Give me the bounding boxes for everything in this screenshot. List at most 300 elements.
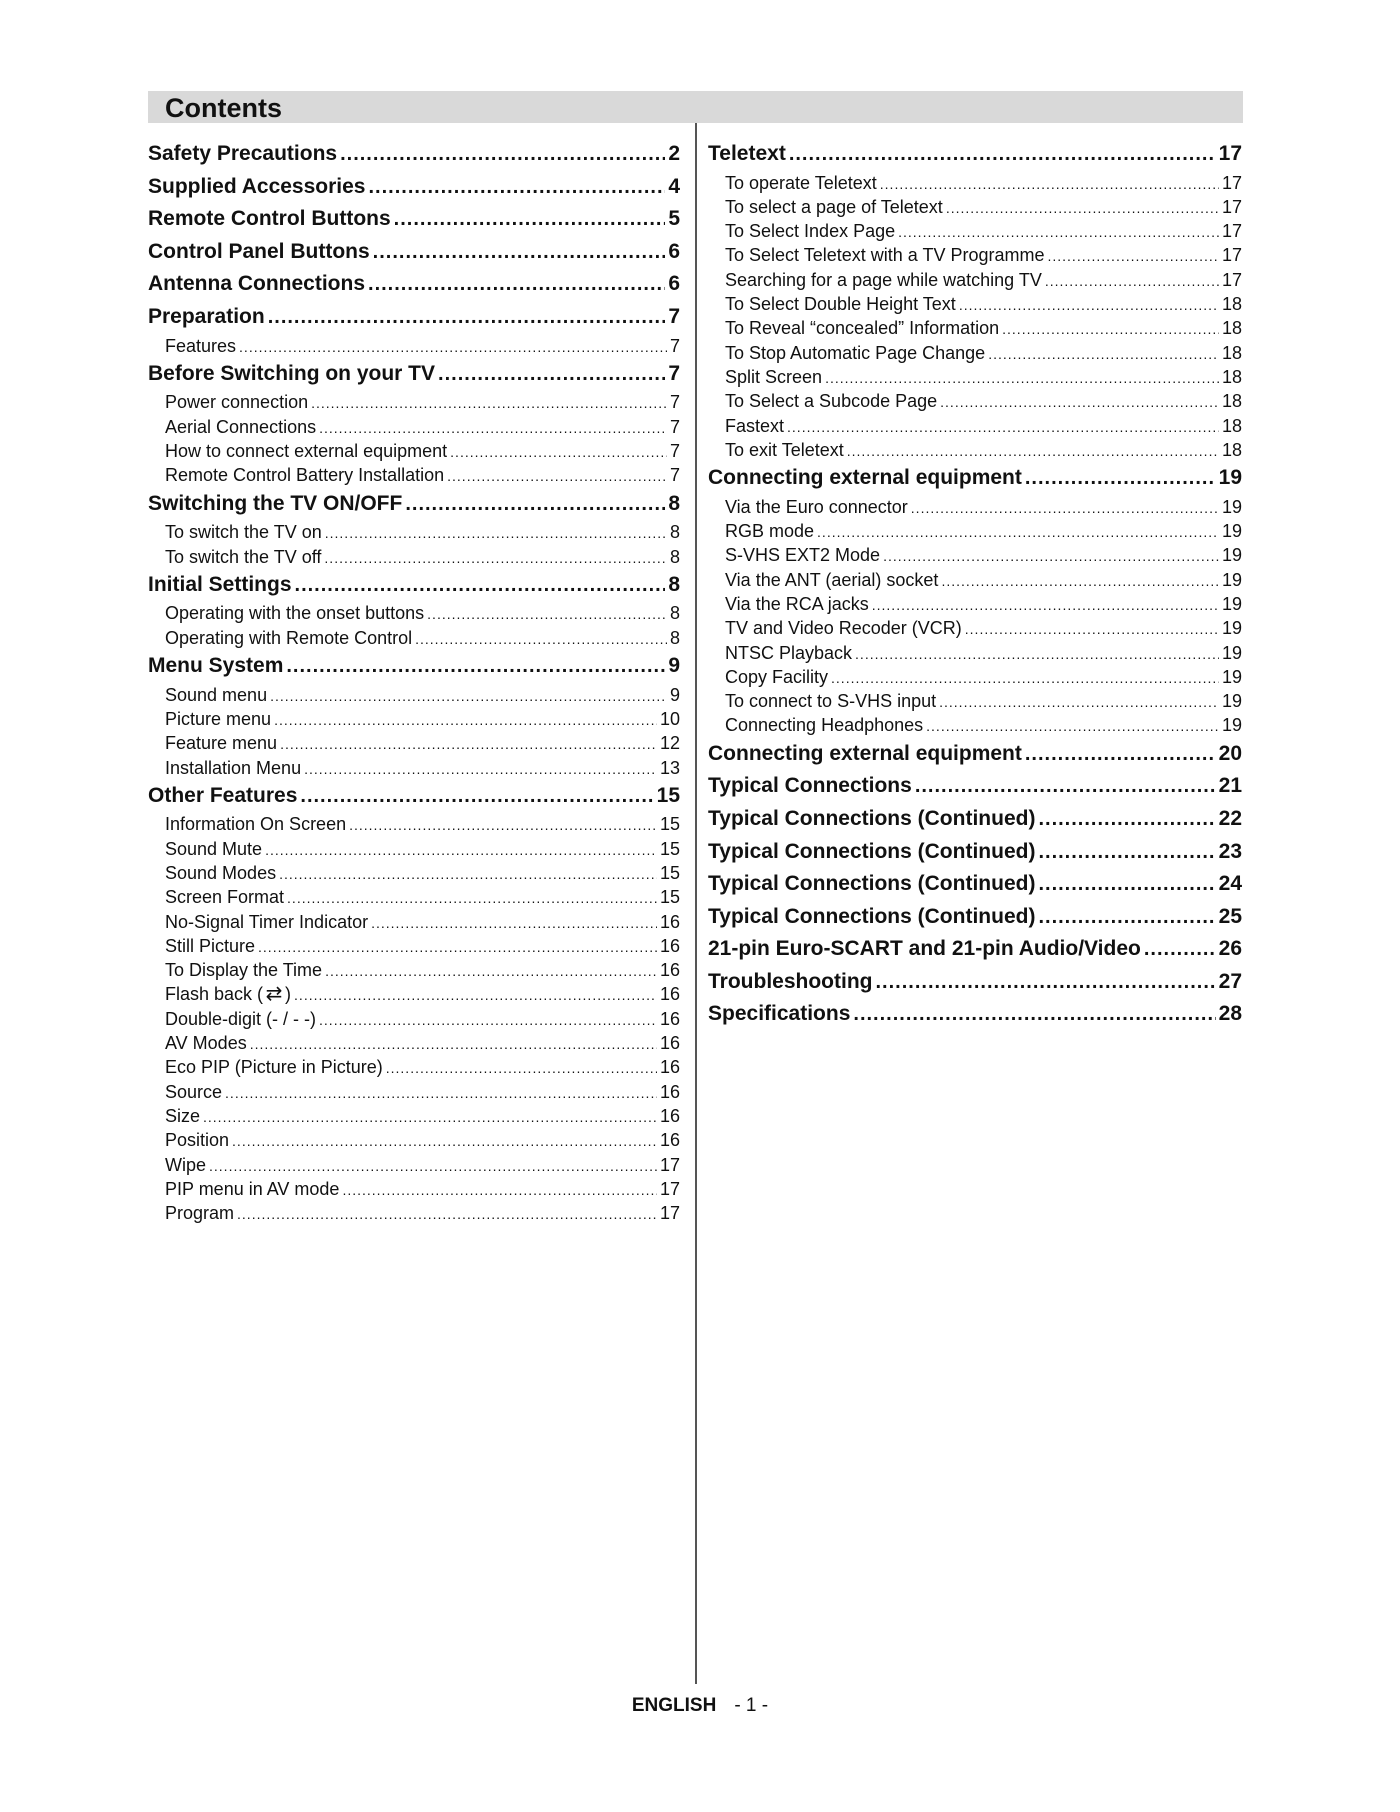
toc-subsection-entry[interactable] [708,665,1242,689]
toc-section-entry[interactable] [708,868,1242,901]
toc-subsection-entry[interactable] [148,390,680,414]
toc-page-number: 5 [668,207,680,231]
toc-subsection-entry[interactable] [148,626,680,650]
toc-subsection-entry[interactable] [148,1177,680,1201]
dot-leader [926,714,1219,738]
toc-entry-label: Typical Connections (Continued) [708,872,1036,896]
toc-page-number: 18 [1221,391,1242,412]
toc-section-entry[interactable] [708,803,1242,836]
toc-page-number: 8 [669,522,680,543]
dot-leader [911,496,1219,520]
dot-leader [946,196,1219,220]
toc-subsection-entry[interactable] [148,1007,680,1031]
dot-leader [415,627,667,651]
toc-entry-label: Menu System [148,654,284,678]
dot-leader [368,268,665,301]
toc-subsection-entry[interactable] [148,885,680,909]
toc-right-column [708,138,1242,1031]
dot-leader [225,1081,657,1105]
toc-subsection-entry[interactable] [148,731,680,755]
toc-entry-label: Control Panel Buttons [148,239,370,263]
toc-entry-label: RGB mode [725,521,815,542]
dot-leader [237,1202,657,1226]
toc-entry-label: To exit Teletext [725,439,844,460]
dot-leader [405,488,665,521]
toc-entry-label: Size [165,1105,201,1126]
toc-entry-label: Source [165,1081,223,1102]
toc-page-number: 15 [656,783,680,807]
toc-page-number: 25 [1218,904,1242,928]
dot-leader [825,366,1219,390]
toc-page-number: 28 [1218,1002,1242,1026]
toc-entry-label: Via the ANT (aerial) socket [725,569,939,590]
toc-section-entry[interactable] [708,966,1242,999]
toc-entry-label: PIP menu in AV mode [165,1178,340,1199]
toc-subsection-entry[interactable] [708,568,1242,592]
dot-leader [258,935,657,959]
toc-page-number: 17 [1221,269,1242,290]
toc-entry-label: Wipe [165,1154,207,1175]
dot-leader [295,569,666,602]
dot-leader [371,911,657,935]
toc-entry-label: Split Screen [725,366,823,387]
toc-page-number: 8 [668,491,680,515]
toc-page-number: 16 [659,1081,680,1102]
toc-entry-label: Copy Facility [725,666,829,687]
toc-page-number: 8 [668,572,680,596]
toc-page-number: 19 [1221,642,1242,663]
toc-page-number: 21 [1218,774,1242,798]
dot-leader [325,959,657,983]
flashback-icon: ⇄ [265,983,283,1006]
toc-entry-label: Sound menu [165,684,268,705]
toc-subsection-entry[interactable] [708,438,1242,462]
dot-leader [875,966,1215,999]
toc-page-number: 7 [669,335,680,356]
toc-subsection-entry[interactable] [148,683,680,707]
toc-entry-label: To connect to S-VHS input [725,691,937,712]
toc-page-number: 17 [1221,245,1242,266]
toc-page-number: 19 [1221,521,1242,542]
dot-leader [450,440,667,464]
toc-entry-label: Via the RCA jacks [725,593,869,614]
toc-subsection-entry[interactable] [148,958,680,982]
toc-entry-label: Sound Mute [165,838,263,859]
toc-page-number: 16 [659,1105,680,1126]
dot-leader [915,770,1216,803]
toc-page-number: 22 [1218,806,1242,830]
toc-entry-label: Searching for a page while watching TV [725,269,1042,290]
toc-section-entry[interactable] [708,933,1242,966]
toc-page-number: 7 [669,441,680,462]
toc-subsection-entry[interactable] [708,365,1242,389]
toc-section-entry[interactable] [148,301,680,334]
toc-page-number: 19 [1221,496,1242,517]
dot-leader [872,593,1219,617]
toc-section-entry[interactable] [148,203,680,236]
toc-section-entry[interactable] [708,138,1242,171]
dot-leader [279,862,657,886]
toc-subsection-entry[interactable] [148,1031,680,1055]
dot-leader [304,757,657,781]
toc-subsection-entry[interactable] [148,1128,680,1152]
dot-leader [988,342,1219,366]
dot-leader [294,983,657,1007]
dot-leader [880,172,1219,196]
toc-entry-label: Troubleshooting [708,969,873,993]
dot-leader [394,203,666,236]
dot-leader [1144,933,1216,966]
toc-subsection-entry[interactable] [148,545,680,569]
toc-entry-label: Operating with the onset buttons [165,603,425,624]
toc-subsection-entry[interactable] [708,268,1242,292]
dot-leader [959,293,1219,317]
toc-subsection-entry[interactable] [148,334,680,358]
toc-section-entry[interactable] [148,236,680,269]
toc-entry-label: Eco PIP (Picture in Picture) [165,1057,383,1078]
toc-entry-label: Teletext [708,142,786,165]
toc-section-entry[interactable] [708,738,1242,771]
toc-entry-label: S-VHS EXT2 Mode [725,545,881,566]
toc-subsection-entry[interactable] [708,341,1242,365]
toc-entry-label: To Select Teletext with a TV Programme [725,245,1045,266]
dot-leader [319,416,667,440]
toc-page-number: 6 [668,239,680,263]
toc-page-number: 20 [1218,741,1242,765]
dot-leader [265,838,657,862]
toc-entry-label: To operate Teletext [725,172,877,193]
dot-leader [239,335,667,359]
toc-subsection-entry[interactable] [708,689,1242,713]
toc-subsection-entry[interactable] [148,837,680,861]
toc-page-number: 18 [1221,415,1242,436]
toc-page-number: 17 [659,1203,680,1224]
toc-entry-label: Flash back ( ⇄ ) [165,983,292,1006]
dot-leader [286,650,665,683]
toc-section-entry[interactable] [708,901,1242,934]
toc-page-number: 23 [1218,839,1242,863]
dot-leader [319,1008,657,1032]
toc-subsection-entry[interactable] [708,171,1242,195]
toc-entry-label: AV Modes [165,1033,247,1054]
dot-leader [898,220,1219,244]
toc-subsection-entry[interactable] [708,195,1242,219]
toc-page-number: 7 [669,465,680,486]
toc-page-number: 26 [1218,937,1242,961]
toc-subsection-entry[interactable] [148,982,680,1006]
toc-entry-label: Aerial Connections [165,416,317,437]
dot-leader [883,544,1219,568]
toc-page-number: 8 [669,603,680,624]
toc-entry-label: Typical Connections (Continued) [708,904,1036,928]
dot-leader [787,415,1219,439]
toc-entry-label: Connecting Headphones [725,715,924,736]
toc-page-number: 16 [659,1130,680,1151]
toc-page-number: 18 [1221,366,1242,387]
toc-entry-label: Via the Euro connector [725,496,908,517]
toc-page-number: 16 [659,984,680,1005]
toc-subsection-entry[interactable] [148,861,680,885]
toc-entry-label: To Reveal “concealed” Information [725,318,1000,339]
dot-leader [203,1105,657,1129]
toc-page-number: 18 [1221,294,1242,315]
toc-page-number: 7 [669,416,680,437]
dot-leader [447,464,667,488]
toc-entry-label: Connecting external equipment [708,741,1022,765]
toc-subsection-entry[interactable] [148,1104,680,1128]
toc-page-number: 9 [668,654,680,678]
toc-entry-label: Power connection [165,392,309,413]
toc-entry-label: Fastext [725,415,785,436]
toc-page-number: 16 [659,1057,680,1078]
toc-section-entry[interactable] [148,171,680,204]
toc-entry-label: Preparation [148,304,265,328]
column-divider [695,123,697,1684]
toc-page-number: 19 [1221,618,1242,639]
dot-leader [287,886,657,910]
toc-entry-label: Remote Control Buttons [148,207,391,231]
toc-entry-label: Other Features [148,783,298,807]
toc-entry-label: To Select Index Page [725,221,896,242]
toc-subsection-entry[interactable] [708,543,1242,567]
dot-leader [1047,244,1218,268]
dot-leader [340,138,665,171]
toc-entry-label: Supplied Accessories [148,174,366,198]
toc-entry-label: Program [165,1203,235,1224]
toc-subsection-entry[interactable] [708,592,1242,616]
toc-page-number: 18 [1221,318,1242,339]
dot-leader [325,521,667,545]
toc-section-entry[interactable] [148,569,680,602]
dot-leader [324,546,667,570]
toc-entry-label: Operating with Remote Control [165,627,413,648]
dot-leader [232,1129,657,1153]
toc-entry-label: Position [165,1130,230,1151]
dot-leader [855,642,1219,666]
toc-page-number: 16 [659,935,680,956]
toc-subsection-entry[interactable] [708,414,1242,438]
toc-subsection-entry[interactable] [148,934,680,958]
toc-page-number: 13 [659,757,680,778]
toc-section-entry[interactable] [148,358,680,391]
toc-entry-label: Connecting external equipment [708,466,1022,490]
toc-entry-label: Typical Connections (Continued) [708,839,1036,863]
dot-leader [270,684,667,708]
toc-section-entry[interactable] [708,836,1242,869]
toc-subsection-entry[interactable] [708,292,1242,316]
toc-page-number: 15 [659,814,680,835]
toc-page-number: 15 [659,862,680,883]
contents-title-bar [148,91,1243,123]
toc-page-number: 24 [1218,872,1242,896]
toc-page-number: 12 [659,733,680,754]
toc-page-number: 19 [1221,691,1242,712]
toc-entry-label: Still Picture [165,935,256,956]
dot-leader [250,1032,657,1056]
dot-leader [817,520,1219,544]
dot-leader [1025,738,1216,771]
dot-leader [1002,317,1219,341]
dot-leader [300,780,653,813]
toc-subsection-entry[interactable] [148,1201,680,1225]
toc-section-entry[interactable] [148,138,680,171]
toc-page-number: 19 [1218,466,1242,490]
dot-leader [940,390,1219,414]
toc-subsection-entry[interactable] [148,910,680,934]
toc-subsection-entry[interactable] [148,707,680,731]
footer-page-number: - 1 - [734,1695,769,1716]
toc-entry-label: Screen Format [165,887,285,908]
toc-page-number: 18 [1221,439,1242,460]
toc-entry-label: TV and Video Recoder (VCR) [725,618,962,639]
toc-page-number: 10 [659,708,680,729]
toc-page-number: 17 [1221,196,1242,217]
toc-subsection-entry[interactable] [148,1080,680,1104]
toc-entry-label: No-Signal Timer Indicator [165,911,369,932]
toc-subsection-entry[interactable] [708,389,1242,413]
toc-entry-label: Installation Menu [165,757,302,778]
toc-section-entry[interactable] [148,780,680,813]
toc-section-entry[interactable] [708,770,1242,803]
toc-page-number: 7 [669,392,680,413]
toc-entry-label: Double-digit (- / - -) [165,1008,317,1029]
toc-subsection-entry[interactable] [148,463,680,487]
toc-section-entry[interactable] [148,650,680,683]
toc-entry-label: Antenna Connections [148,272,366,296]
toc-entry-label: Features [165,335,237,356]
toc-page-number: 16 [659,911,680,932]
toc-subsection-entry[interactable] [708,219,1242,243]
toc-subsection-entry[interactable] [148,415,680,439]
toc-page-number: 7 [668,304,680,328]
toc-entry-label: Switching the TV ON/OFF [148,491,403,515]
toc-page-number: 7 [668,361,680,385]
toc-subsection-entry[interactable] [708,316,1242,340]
dot-leader [274,708,657,732]
page-title: Contents [165,93,282,123]
toc-page-number: 8 [669,546,680,567]
toc-entry-label: Initial Settings [148,572,292,596]
toc-subsection-entry[interactable] [148,812,680,836]
toc-entry-label: To Select a Subcode Page [725,391,938,412]
toc-entry-label: Information On Screen [165,814,347,835]
toc-subsection-entry[interactable] [148,439,680,463]
toc-entry-label: Feature menu [165,733,278,754]
dot-leader [373,236,666,269]
toc-subsection-entry[interactable] [708,495,1242,519]
toc-entry-label: To switch the TV on [165,522,322,543]
toc-subsection-entry[interactable] [148,601,680,625]
toc-subsection-entry[interactable] [708,713,1242,737]
toc-entry-label: To Display the Time [165,960,323,981]
toc-page-number: 18 [1221,342,1242,363]
toc-page-number: 16 [659,1008,680,1029]
toc-page-number: 6 [668,272,680,296]
toc-entry-label: Safety Precautions [148,142,338,165]
toc-page-number: 27 [1218,969,1242,993]
dot-leader [1038,803,1215,836]
dot-leader [847,439,1219,463]
toc-page-number: 15 [659,887,680,908]
dot-leader [1025,462,1216,495]
toc-subsection-entry[interactable] [708,641,1242,665]
page-footer [0,1695,1400,1717]
footer-language: ENGLISH [631,1695,717,1716]
toc-page-number: 9 [669,684,680,705]
toc-entry-label: NTSC Playback [725,642,853,663]
toc-entry-label: Typical Connections (Continued) [708,806,1036,830]
toc-section-entry[interactable] [148,268,680,301]
dot-leader [1038,868,1215,901]
dot-leader [965,617,1219,641]
toc-page-number: 19 [1221,666,1242,687]
toc-entry-label: To Stop Automatic Page Change [725,342,986,363]
toc-page-number: 17 [659,1154,680,1175]
toc-left-column [148,138,680,1225]
toc-page-number: 15 [659,838,680,859]
toc-entry-label: Before Switching on your TV [148,361,436,385]
dot-leader [939,690,1219,714]
toc-subsection-entry[interactable] [708,243,1242,267]
toc-subsection-entry[interactable] [708,519,1242,543]
dot-leader [280,732,657,756]
toc-page-number: 19 [1221,593,1242,614]
toc-page-number: 19 [1221,545,1242,566]
toc-section-entry[interactable] [708,998,1242,1031]
toc-entry-label: Remote Control Battery Installation [165,465,445,486]
toc-entry-label: 21-pin Euro-SCART and 21-pin Audio/Video [708,937,1141,961]
dot-leader [789,138,1216,171]
toc-entry-label: Picture menu [165,708,272,729]
dot-leader [386,1056,657,1080]
dot-leader [427,602,667,626]
dot-leader [1045,269,1219,293]
toc-page-number: 8 [669,627,680,648]
toc-subsection-entry[interactable] [148,1055,680,1079]
toc-subsection-entry[interactable] [148,1153,680,1177]
dot-leader [1038,901,1215,934]
toc-entry-label: Typical Connections [708,774,912,798]
toc-subsection-entry[interactable] [148,756,680,780]
toc-subsection-entry[interactable] [148,520,680,544]
toc-section-entry[interactable] [708,462,1242,495]
toc-entry-label: To select a page of Teletext [725,196,943,217]
dot-leader [349,813,657,837]
dot-leader [311,391,667,415]
toc-page-number: 16 [659,1033,680,1054]
dot-leader [209,1154,657,1178]
dot-leader [268,301,666,334]
toc-page-number: 4 [668,174,680,198]
toc-page-number: 2 [668,142,680,165]
toc-section-entry[interactable] [148,488,680,521]
toc-page-number: 19 [1221,715,1242,736]
dot-leader [342,1178,657,1202]
dot-leader [1038,836,1215,869]
dot-leader [438,358,665,391]
toc-page-number: 19 [1221,569,1242,590]
toc-entry-label: Sound Modes [165,862,277,883]
toc-page-number: 17 [1218,142,1242,165]
toc-subsection-entry[interactable] [708,616,1242,640]
toc-page-number: 16 [659,960,680,981]
toc-entry-label: To Select Double Height Text [725,294,956,315]
toc-entry-label: Specifications [708,1002,851,1026]
dot-leader [368,171,665,204]
toc-page-number: 17 [1221,172,1242,193]
toc-page-number: 17 [659,1178,680,1199]
toc-page-number: 17 [1221,221,1242,242]
